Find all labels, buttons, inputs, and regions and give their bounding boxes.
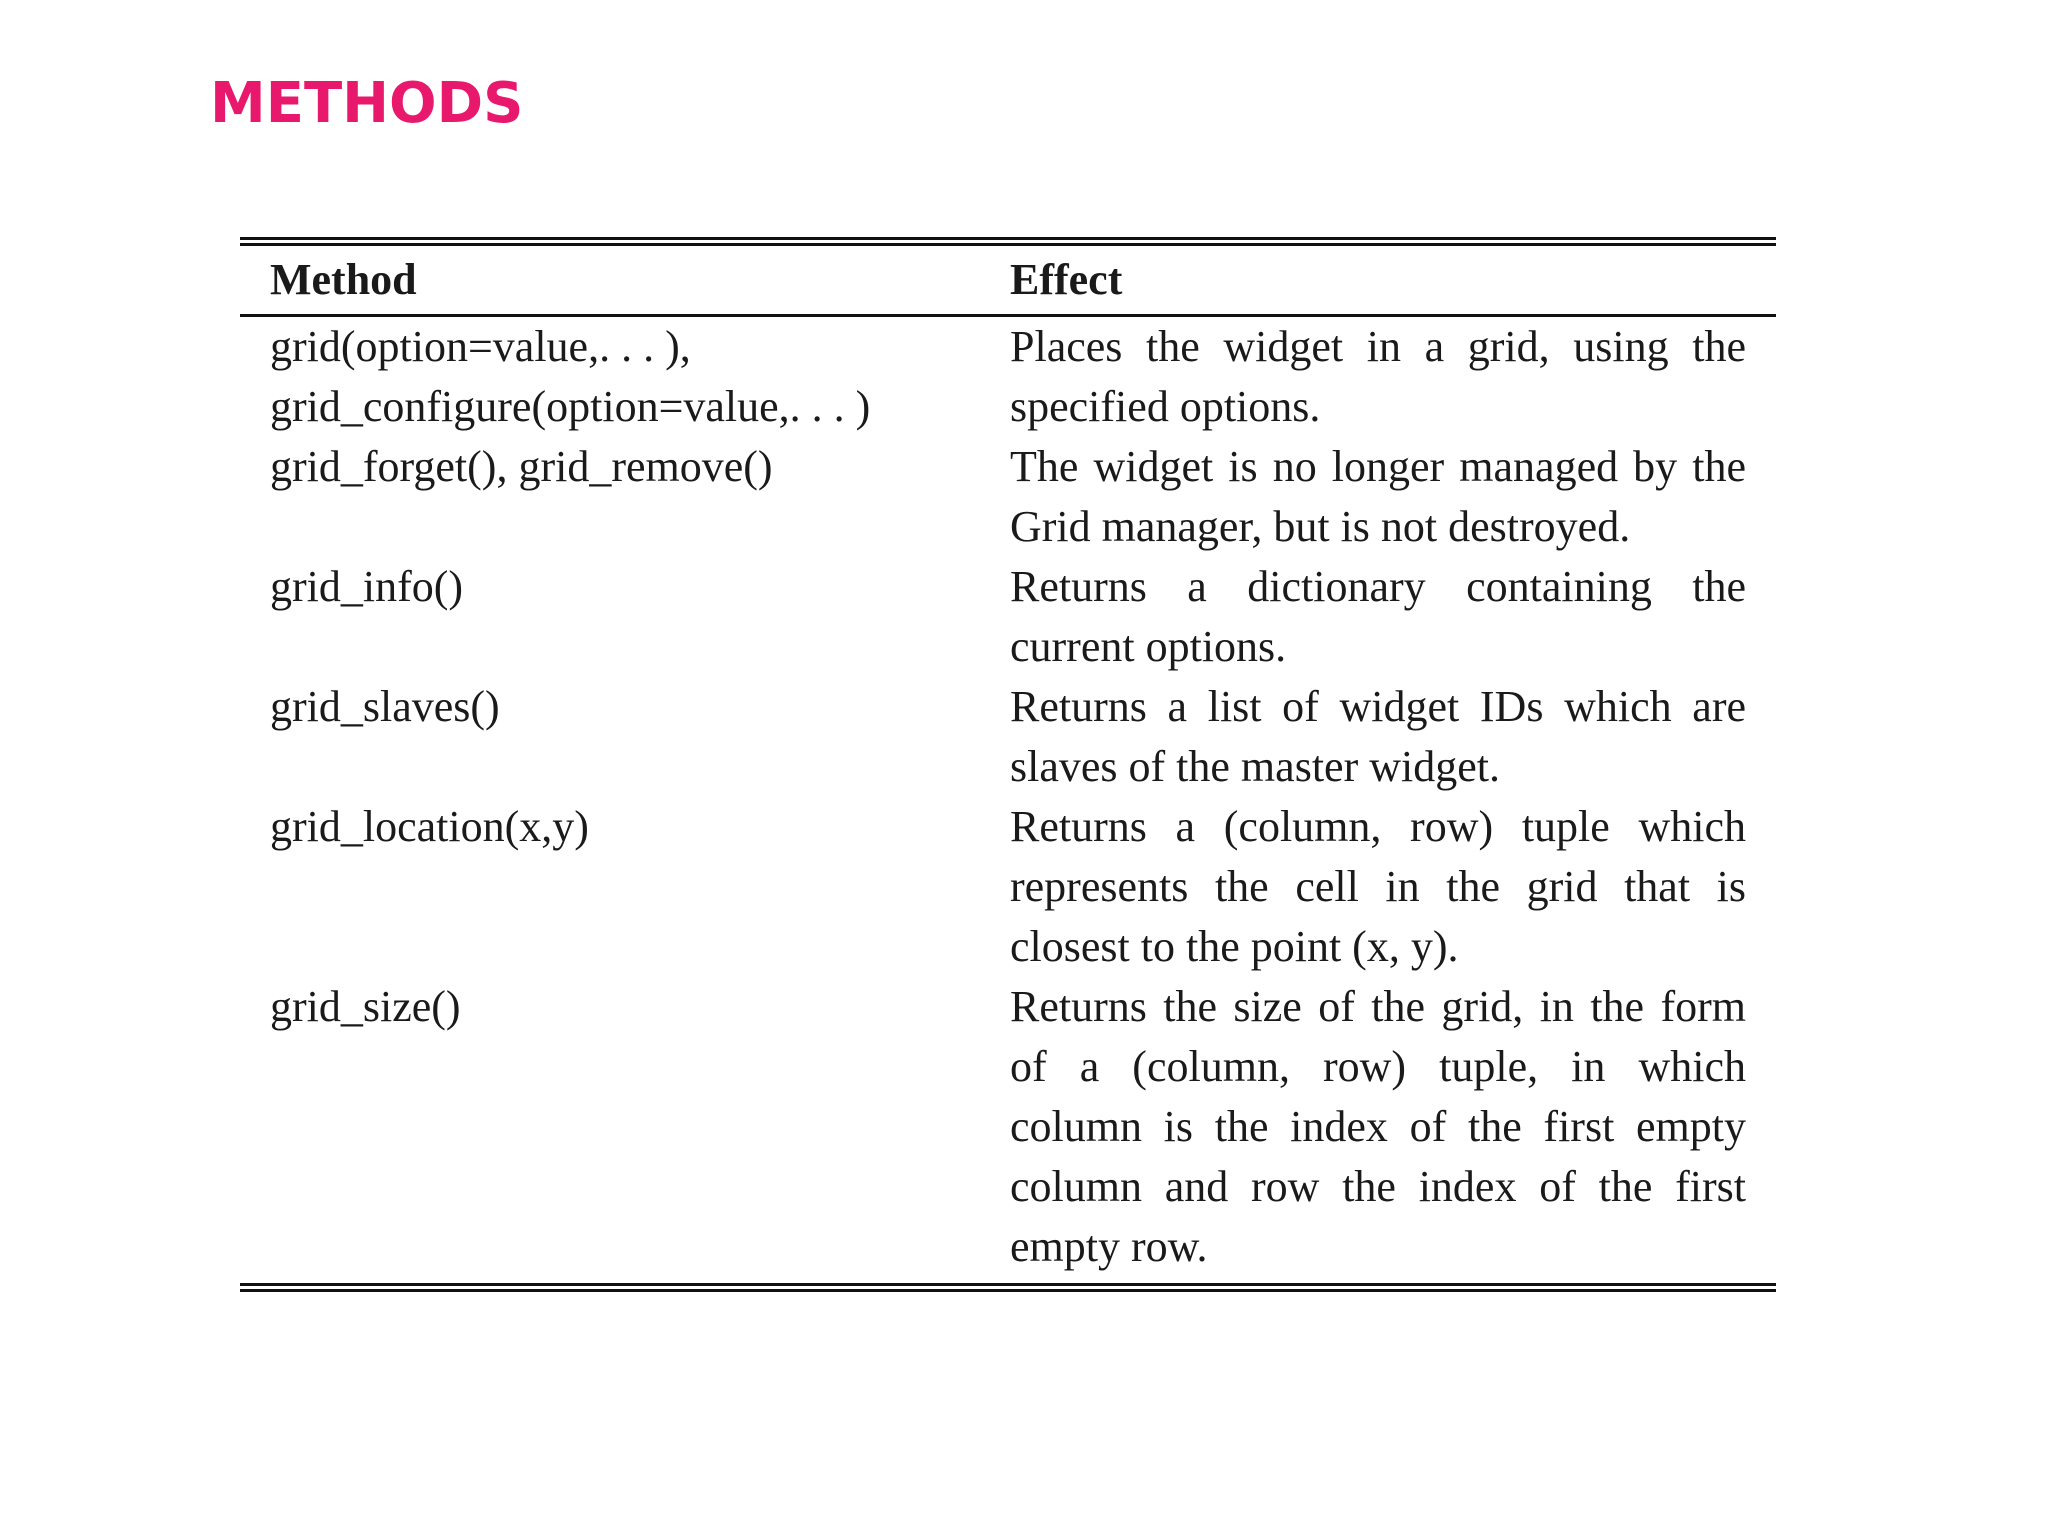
method-name: grid_forget(), grid_remove() bbox=[270, 442, 773, 491]
header-effect: Effect bbox=[1010, 255, 1123, 304]
methods-table-container bbox=[240, 237, 1776, 1292]
effect-cell bbox=[1010, 317, 1776, 437]
method-name: grid_location(x,y) bbox=[270, 802, 589, 851]
effect-description: Returns a list of widget IDs which are slaves of the master widget. bbox=[1010, 682, 1746, 791]
method-cell bbox=[240, 677, 1010, 797]
method-name: grid_size() bbox=[270, 982, 461, 1031]
effect-cell bbox=[1010, 677, 1776, 797]
method-cell bbox=[240, 317, 1010, 437]
table-header-row bbox=[240, 246, 1776, 314]
method-name: grid_slaves() bbox=[270, 682, 500, 731]
table-row bbox=[240, 557, 1776, 677]
effect-description: Places the widget in a grid, using the specified options. bbox=[1010, 322, 1746, 431]
table-row bbox=[240, 977, 1776, 1283]
method-name: grid_info() bbox=[270, 562, 464, 611]
table-row bbox=[240, 317, 1776, 437]
method-name: grid_configure(option=value,. . . ) bbox=[270, 382, 871, 431]
slide-title: METHODS bbox=[210, 71, 524, 136]
header-method: Method bbox=[270, 255, 417, 304]
effect-description: Returns a (column, row) tuple which represents the cell in the grid that is closest to the point (x, y). bbox=[1010, 802, 1746, 971]
table-row bbox=[240, 677, 1776, 797]
method-cell bbox=[240, 557, 1010, 677]
table-top-rule bbox=[240, 237, 1776, 246]
table-bottom-rule bbox=[240, 1283, 1776, 1292]
effect-description: Returns the size of the grid, in the form of a (column, row) tuple, in which column is the index of the first empty column and row the index of the first empty row. bbox=[1010, 982, 1746, 1271]
method-name: grid(option=value,. . . ), bbox=[270, 322, 691, 371]
table-row bbox=[240, 797, 1776, 977]
method-cell bbox=[240, 437, 1010, 557]
effect-cell bbox=[1010, 437, 1776, 557]
method-cell bbox=[240, 977, 1010, 1283]
methods-table bbox=[240, 246, 1776, 1283]
effect-description: The widget is no longer managed by the Grid manager, but is not destroyed. bbox=[1010, 442, 1746, 551]
effect-description: Returns a dictionary containing the current options. bbox=[1010, 562, 1746, 671]
effect-cell bbox=[1010, 557, 1776, 677]
table-row bbox=[240, 437, 1776, 557]
method-cell bbox=[240, 797, 1010, 977]
effect-cell bbox=[1010, 797, 1776, 977]
effect-cell bbox=[1010, 977, 1776, 1283]
